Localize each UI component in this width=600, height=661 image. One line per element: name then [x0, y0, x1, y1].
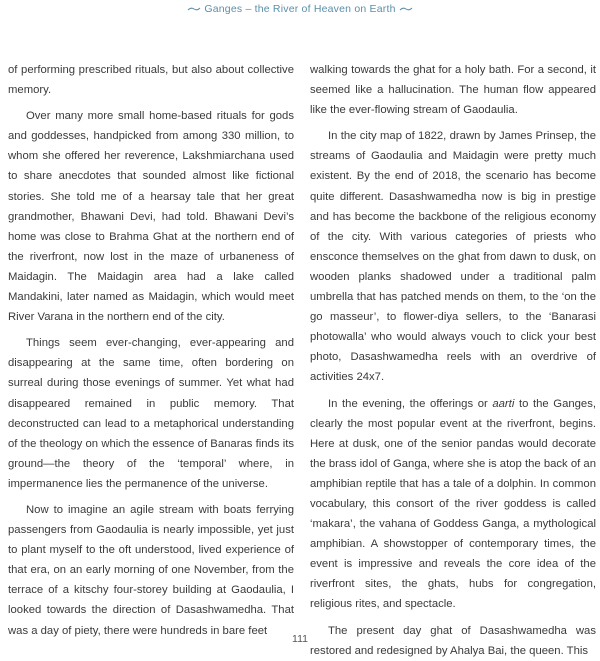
text-run: In the evening, the offerings or — [328, 397, 493, 410]
running-header-title: Ganges – the River of Heaven on Earth — [204, 3, 396, 15]
paragraph: In the city map of 1822, drawn by James Prinsep, the streams of Gaodaulia and Maidagin were pretty much existent. By the end of 2018, the scenario has become quite different. Dasashwamedha now is big in prestige and has become the backbone of the religious economy of the city. With various categories of priests who ensconce themselves on the ghat from dawn to dusk, on wooden planks shadowed under a traditional palm umbrella that has patched mends on them, to the ‘on the go masseur’, to flower-diya sellers, to the ‘Banarasi photowalla’ who would always vouch to click your best photo, Dasashwamedha reels with an overdrive of activities 24x7. — [310, 130, 596, 384]
left-column — [8, 60, 294, 661]
text-run: to the Ganges, clearly the most popular event at the riverfront, begins. Here at dusk, one of the senior pandas would decorate the brass idol of Ganga, where she is atop the back of an amphibian reptile that has a tale of a dolphin. In common vocabulary, this consort of the river goddess is called ‘makara’, the vahana of Goddess Ganga, a mythological amphibian. A showstopper of contemporary times, the event is impressive and reveals the core idea of the riverfront sites, the ghats, hubs for congregation, religious rites, and spectacle. — [310, 397, 596, 611]
wave-ornament-left-icon — [187, 6, 201, 12]
running-header — [0, 3, 600, 15]
right-column — [310, 60, 596, 661]
paragraph: The present day ghat of Dasashwamedha was restored and redesigned by Ahalya Bai, the queen. This — [310, 624, 596, 657]
paragraph: of performing prescribed rituals, but also about collective memory. — [8, 64, 294, 97]
wave-ornament-right-icon — [399, 6, 413, 12]
text-columns — [8, 60, 596, 661]
page-number: 111 — [292, 633, 308, 645]
emphasis-text: aarti — [492, 397, 515, 410]
paragraph: Now to imagine an agile stream with boats ferrying passengers from Gaodaulia is nearly impossible, yet just to plant myself to the oft understood, lived experience of that era, on an early morning of one November, from the terrace of a kitschy four-storey building at Gaodaulia, I looked towards the direction of Dasashwamedha. That was a day of piety, there were hundreds in bare feet — [8, 503, 294, 637]
paragraph: Over many more small home-based rituals for gods and goddesses, handpicked from among 330 million, to whom she offered her reverence, Lakshmiarchana used to share anecdotes that sounded almost like fictional stories. She told me of a hearsay tale that her great grandmother, Bhawani Devi, had told. Bhawani Devi’s home was close to Brahma Ghat at the northern end of the riverfront, now lost in the maze of urbaneness of Maidagin. The Maidagin area had a lake called Mandakini, later named as Maidagin, which would meet River Varana in the northern end of the city. — [8, 110, 294, 324]
paragraph — [310, 394, 596, 615]
paragraph: walking towards the ghat for a holy bath. For a second, it seemed like a hallucination. The human flow appeared like the ever-flowing stream of Gaodaulia. — [310, 64, 596, 117]
paragraph: Things seem ever-changing, ever-appearing and disappearing at the same time, often bordering on surreal during those evenings of summer. Yet what had disappeared remained in public memory. That deconstructed can lead to a metaphorical understanding of the theology on which the essence of Banaras finds its ground—the theory of the ‘temporal’ where, in impermanence lies the permanence of the universe. — [8, 337, 294, 490]
